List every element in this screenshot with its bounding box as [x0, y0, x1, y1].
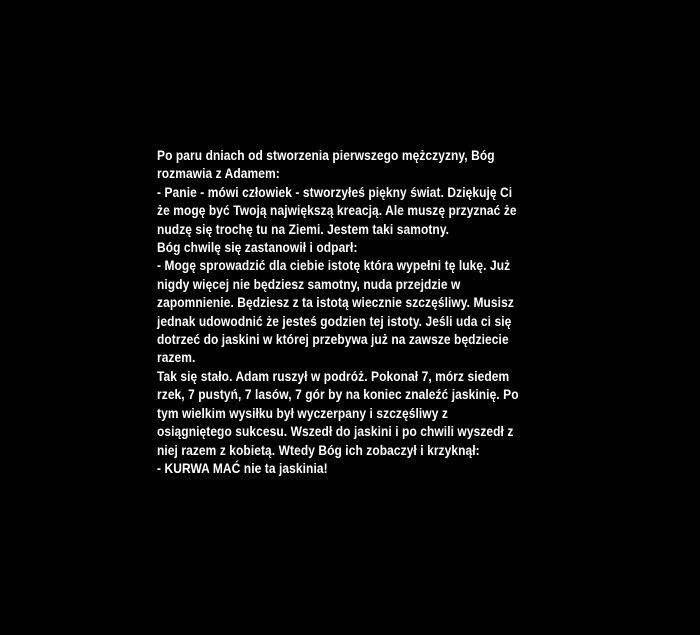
joke-text-line: Po paru dniach od stworzenia pierwszego mężczyzny, Bóg [157, 147, 495, 163]
joke-text-line: Bóg chwilę się zastanowił i odparł: [157, 239, 358, 256]
joke-text-line: rzek, 7 pustyń, 7 lasów, 7 gór by na koniec znaleźć jaskinię. Po [157, 386, 519, 403]
joke-text-line: zapomnienie. Będziesz z ta istotą wiecznie szczęśliwy. Musisz [157, 294, 514, 311]
joke-text-line: osiągniętego sukcesu. Wszedł do jaskini i po chwili wyszedł z [157, 423, 514, 440]
joke-text-line: nigdy więcej nie będziesz samotny, nuda przejdzie w [157, 275, 461, 292]
joke-text-line: jednak udowodnić że jesteś godzien tej istoty. Jeśli uda ci się [157, 312, 512, 329]
joke-text-line: razem. [157, 349, 196, 366]
joke-text-line: tym wielkim wysiłku był wyczerpany i szczęśliwy z [157, 404, 448, 421]
joke-text-line: niej razem z kobietą. Wtedy Bóg ich zobaczył i krzyknął: [157, 441, 480, 458]
joke-text-line: - KURWA MAĆ nie ta jaskinia! [157, 459, 328, 476]
joke-text-line: że mogę być Twoją największą kreacją. Ale muszę przyznać że [157, 202, 517, 219]
joke-text-line: - Mogę sprowadzić dla ciebie istotę która wypełni tę lukę. Już [157, 257, 511, 274]
joke-text-line: - Panie - mówi człowiek - stworzyłeś piękny świat. Dziękuję Ci [157, 183, 513, 200]
joke-text-line: Tak się stało. Adam ruszył w podróż. Pokonał 7, mórz siedem [157, 367, 510, 384]
joke-text-line: nudzę się trochę tu na Ziemi. Jestem taki samotny. [157, 220, 450, 237]
joke-text-line: dotrzeć do jaskini w której przebywa już na zawsze będziecie [157, 331, 509, 348]
joke-text-line: rozmawia z Adamem: [157, 165, 280, 182]
joke-text-block [157, 146, 519, 477]
